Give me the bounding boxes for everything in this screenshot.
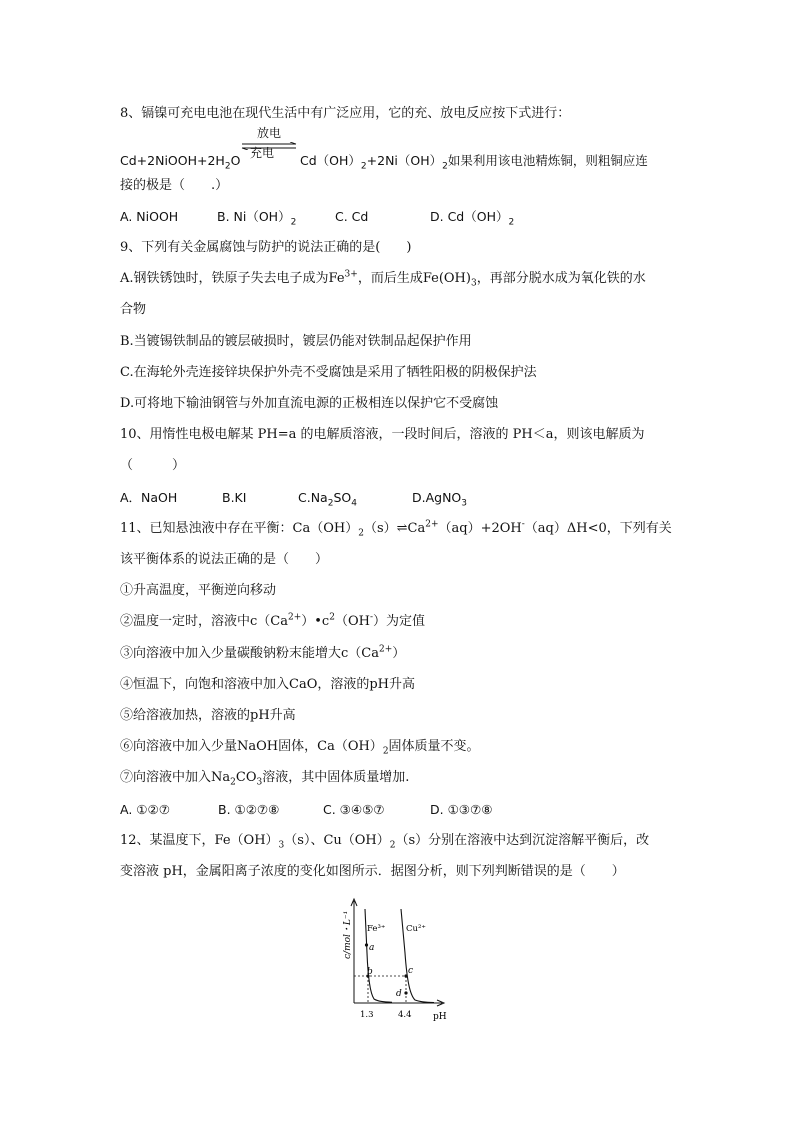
q10-option-b[interactable]: B.KI <box>222 490 247 505</box>
q11-option-b[interactable]: B. ①②⑦⑧ <box>218 802 280 817</box>
q11-option-a[interactable]: A. ①②⑦ <box>120 802 170 817</box>
q10-option-a[interactable]: A．NaOH <box>120 490 178 505</box>
q11-item-3: ③向溶液中加入少量碳酸钠粉末能增大$c(Ca^{2+})$ <box>120 644 406 661</box>
q8-option-a[interactable]: A. NiOOH <box>120 209 179 224</box>
q11-option-d[interactable]: D. ①③⑦⑧ <box>430 802 493 817</box>
x-axis-label: pH <box>433 1012 447 1022</box>
q11-item-1: ①升高温度，平衡逆向移动 <box>120 583 277 598</box>
point-label-d: d <box>396 989 402 999</box>
q11-item-7: ⑦向溶液中加入$Na_2CO_3$溶液，其中固体质量增加. <box>120 770 410 788</box>
q9-option-a-cont: 合物 <box>120 302 147 317</box>
series-label-fe: Fe³⁺ <box>367 924 386 934</box>
q9-option-b[interactable]: B.当镀锡铁制品的镀层破损时，镀层仍能对铁制品起保护作用 <box>120 334 472 349</box>
q12-stem-line2: 变溶液 pH，金属阳离子浓度的变化如图所示．据图分析，则下列判断错误的是（ ） <box>120 864 625 879</box>
q10-stem: 10、用惰性电极电解某 PH=a 的电解质溶液，一段时间后，溶液的 PH＜a，则该电解质为 <box>120 427 645 442</box>
q11-option-c[interactable]: C. ③④⑤⑦ <box>323 802 385 817</box>
q9-option-c[interactable]: C.在海轮外壳连接锌块保护外壳不受腐蚀是采用了牺牲阳极的阴极保护法 <box>120 365 537 380</box>
q11-stem: 11、已知悬浊液中存在平衡：$Ca(OH)_2(s)\rightleftharpoons Ca^{2+}(aq)+2OH^-(aq)\Delta H<0$，下列有关 <box>120 519 672 539</box>
q11-item-6: ⑥向溶液中加入少量NaOH固体，$Ca(OH)_2$固体质量不变。 <box>120 739 480 757</box>
y-axis-label: c/mol・L⁻¹ <box>343 910 353 959</box>
q8-stem: 8、镉镍可充电电池在现代生活中有广泛应用，它的充、放电反应按下式进行： <box>120 106 571 121</box>
q8-equation-left: $Cd+2NiOOH+2H_2O$ <box>120 153 241 172</box>
q11-item-4: ④恒温下，向饱和溶液中加入CaO，溶液的pH升高 <box>120 677 416 692</box>
q8-option-c[interactable]: C. Cd <box>335 209 369 224</box>
x-tick-2: 4.4 <box>398 1010 412 1020</box>
point-d <box>404 991 407 994</box>
q11-item-5: ⑤给溶液加热，溶液的pH升高 <box>120 708 296 723</box>
q10-paren: （ ） <box>120 458 186 473</box>
q8-option-b[interactable]: B. $Ni(OH)_2$ <box>217 209 297 228</box>
point-label-c: c <box>408 966 414 976</box>
q8-equation-right: $Cd(OH)_2+2Ni(OH)_2$如果利用该电池精炼铜，则粗铜应连 <box>300 153 648 172</box>
q9-option-d[interactable]: D.可将地下输油钢管与外加直流电源的正极相连以保护它不受腐蚀 <box>120 396 499 411</box>
q10-option-d[interactable]: D.AgNO$_3$ <box>412 490 468 509</box>
series-fe-curve <box>365 909 392 1002</box>
point-label-a: a <box>369 943 375 953</box>
q11-stem-line2: 该平衡体系的说法正确的是（ ） <box>120 552 329 567</box>
q9-stem: 9、下列有关金属腐蚀与防护的说法正确的是( ) <box>120 240 412 255</box>
arrow-bottom-label: 充电 <box>250 146 275 160</box>
series-label-cu: Cu²⁺ <box>406 924 426 934</box>
q9-option-a[interactable]: A.钢铁锈蚀时，铁原子失去电子成为$Fe^{3+}$，而后生成$Fe(OH)_3$，再部分脱水成为氧化铁的水 <box>120 269 646 289</box>
arrow-top-label: 放电 <box>256 126 281 140</box>
q8-option-d[interactable]: D. $Cd(OH)_2$ <box>430 209 515 228</box>
solubility-chart <box>336 893 456 1033</box>
point-label-b: b <box>367 967 373 977</box>
reaction-condition <box>238 126 300 140</box>
q8-stem-line3: 接的极是（ .） <box>120 178 229 193</box>
q10-option-c[interactable]: $C.Na_2SO_4$ <box>298 490 357 509</box>
q11-item-2: ②温度一定时，溶液中$c(Ca^{2+})•c^2(OH^-)$为定值 <box>120 612 426 629</box>
q12-stem: 12、某温度下，$Fe(OH)_3(s)$、$Cu(OH)_2(s)$分别在溶液中达到沉淀溶解平衡后，改 <box>120 833 650 851</box>
point-a <box>365 943 368 946</box>
x-tick-1: 1.3 <box>360 1010 374 1020</box>
